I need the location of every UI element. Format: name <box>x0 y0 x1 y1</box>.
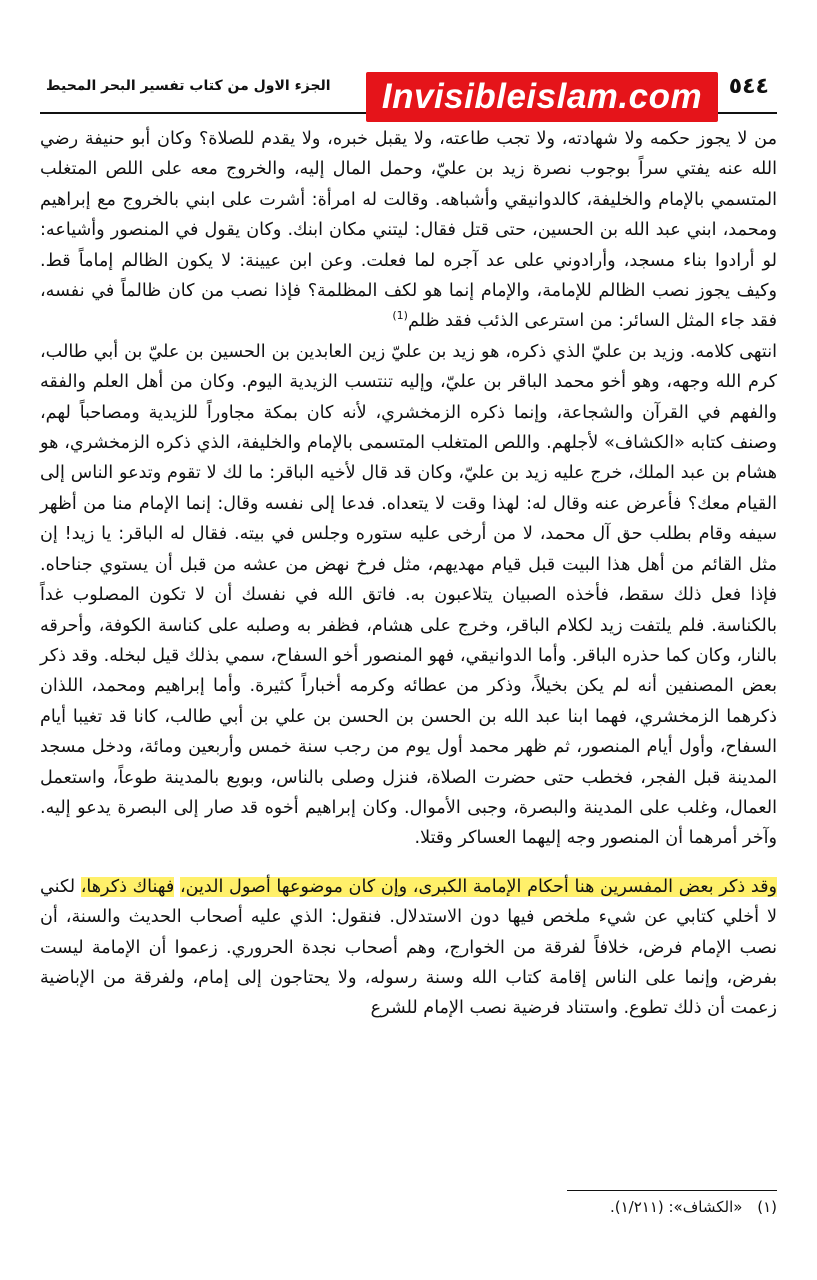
footnote-reference: (1) <box>392 309 408 323</box>
footnote-number: (١) <box>757 1198 777 1216</box>
paragraph-3-text: لكني لا أخلي كتابي عن شيء ملخص فيها دون الاستدلال. فنقول: الذي عليه أصحاب الحديث والسنة، أن نصب الإمام فرض، خلافاً لفرقة من الخوارج، وهم أصحاب نجدة الحروري. زعموا أن الإمامة ليست بفرض، وإنما على الناس إقامة كتاب الله وسنة رسوله، ولا يحتاجون إلى إمام، ولفرقة من الإباضية زعمت أن ذلك تطوع. واستناد فرضية نصب الإمام للشرع <box>40 876 777 1019</box>
highlighted-sentence: وقد ذكر بعض المفسرين هنا أحكام الإمامة الكبرى، وإن كان موضوعها أصول الدين، <box>179 876 777 897</box>
footnote-divider <box>567 1190 777 1191</box>
section-gap <box>40 854 777 872</box>
paragraph-3 <box>40 872 777 1024</box>
highlighted-phrase: فهناك ذكرها، <box>80 876 175 897</box>
paragraph-2: انتهى كلامه. وزيد بن عليّ الذي ذكره، هو زيد بن عليّ زين العابدين بن الحسين بن عليّ بن أبي طالب، كرم الله وجهه، وهو أخو محمد الباقر بن عليّ، وإليه تنتسب الزيدية اليوم. وكان من أهل العلم والفقه والفهم في القرآن والشجاعة، وإنما ذكره الزمخشري، لأنه كان بمكة مجاوراً للزيدية ومصاحباً لهم، وصنف كتابه «الكشاف» لأجلهم. واللص المتغلب المتسمى بالإمام والخليفة، الذي ذكره الزمخشري، هو هشام بن عبد الملك، خرج عليه زيد بن عليّ، وكان قد قال لأخيه الباقر: ما لك لا تقوم وتدعو الناس إلى القيام معك؟ فأعرض عنه وقال له: لهذا وقت لا يتعداه. فدعا إلى نفسه وقال: إنما الإمام منا من أظهر سيفه وقام بطلب حق آل محمد، لا من أرخى عليه ستوره وجلس في بيته. فقال له الباقر: يا زيد! إن مثل القائم من أهل هذا البيت قبل قيام مهديهم، مثل فرخ نهض من عشه من قبل أن يستوي جناحاه. فإذا فعل ذلك سقط، فأخذه الصبيان يتلاعبون به. فاتق الله في نفسك أن لا تكون المصلوب غداً بالكناسة. فلم يلتفت زيد لكلام الباقر، وخرج على هشام، فظفر به وصلبه على كناسة الكوفة، وأحرقه بالنار، وكان كما حذره الباقر. وأما الدوانيقي، فهو المنصور أخو السفاح، سمي بذلك قيل لبخله. وقد ذكر بعض المصنفين أنه لم يكن بخيلاً، وذكر من عطائه وكرمه أخباراً كثيرة. وأما إبراهيم ومحمد، اللذان ذكرهما الزمخشري، فهما ابنا عبد الله بن الحسن بن الحسن بن علي بن أبي طالب، كانا قد تغيبا أيام السفاح، وأول أيام المنصور، ثم ظهر محمد أول يوم من رجب سنة خمس وأربعين ومائة، ودخل مسجد المدينة قبل الفجر، فخطب حتى حضرت الصلاة، فنزل وصلى بالناس، وبويع بالمدينة طوعاً، واستعمل العمال، وغلب على المدينة والبصرة، وجبى الأموال. وكان إبراهيم أخوه قد صار إلى البصرة يدعو إليه. وآخر أمرهما أن المنصور وجه إليهما العساكر وقتلا. <box>40 341 777 849</box>
footnote-text: «الكشاف»: (١/٢١١). <box>609 1198 743 1216</box>
paragraph-1-text: من لا يجوز حكمه ولا شهادته، ولا تجب طاعته، ولا يقبل خبره، ولا يقدم للصلاة؟ وكان أبو حنيفة رضي الله عنه يفتي سراً بوجوب نصرة زيد بن عليّ، وحمل المال إليه، والخروج معه على اللص المتغلب المتسمي بالإمام والخليفة، كالدوانيقي وأشباهه. وقالت له امرأة: أشرت على ابني بالخروج مع إبراهيم ومحمد، ابني عبد الله بن الحسين، حتى قتل فقال: ليتني مكان ابنك. وكان يقول في المنصور وأشياعه: لو أرادوا بناء مسجد، وأرادوني على عد آجره لما فعلت. وعن ابن عيينة: لا يكون الظالم إماماً قط. وكيف يجوز نصب الظالم للإمامة، والإمام إنما هو لكف المظلمة؟ فإذا نصب من كان ظالماً في نفسه، فقد جاء المثل السائر: من استرعى الذئب فقد ظلم <box>40 129 777 332</box>
watermark-banner: Invisibleislam.com <box>366 72 718 122</box>
footnote <box>40 1198 777 1216</box>
page-number: ٥٤٤ <box>728 74 769 99</box>
main-text <box>40 124 777 1024</box>
running-title: الجزء الاول من كتاب تفسير البحر المحيط <box>46 78 331 94</box>
paragraph-1 <box>40 124 777 337</box>
